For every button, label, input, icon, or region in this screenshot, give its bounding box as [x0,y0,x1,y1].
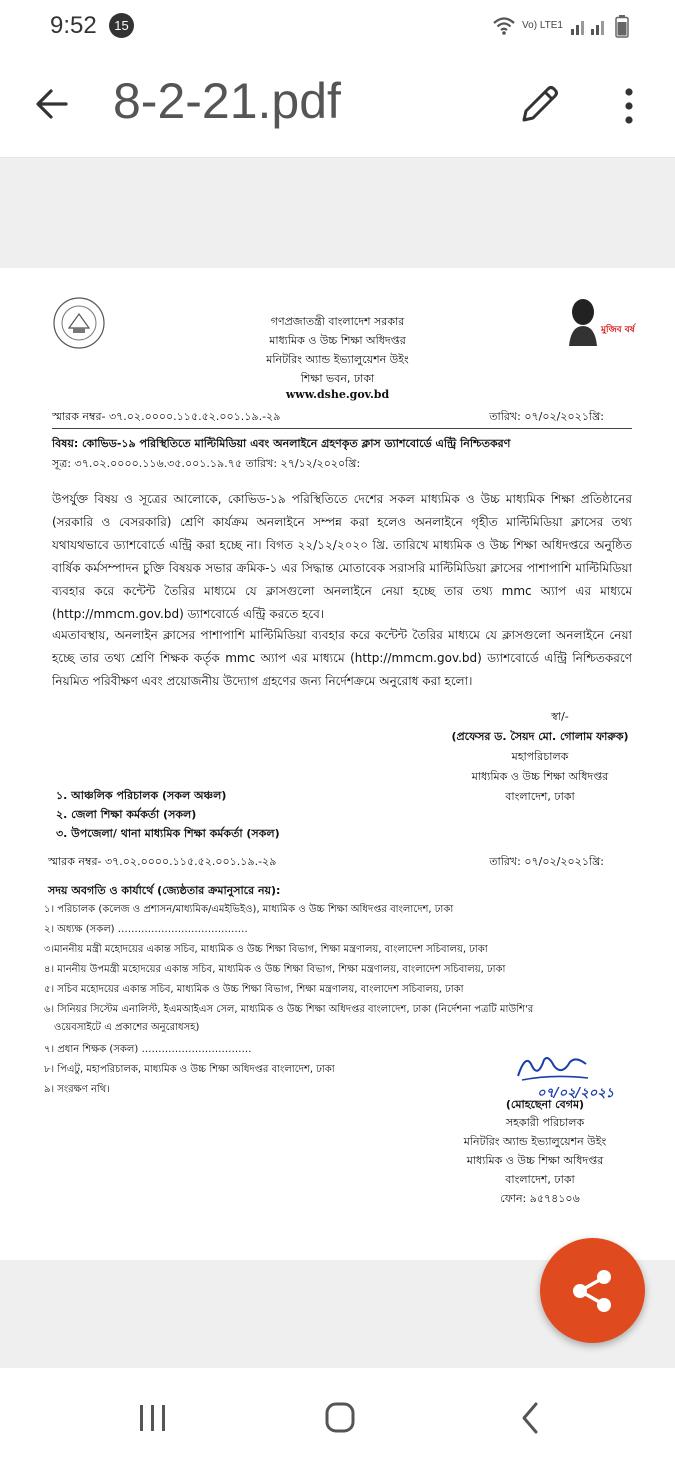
recipient-2: ২. জেলা শিক্ষা কর্মকর্তা (সকল) [56,808,197,821]
pdf-page [0,268,675,1260]
cc-item-2: ২। অধ্যক্ষ (সকল) ………………………………… [44,924,248,935]
portrait-icon [563,296,603,346]
pencil-icon [516,80,564,128]
cc-item-6: ৬। সিনিয়র সিস্টেম এনালিস্ট, ইএমআইএস সেল, মাধ্যমিক ও উচ্চ শিক্ষা অধিদপ্তর বাংলাদেশ, ঢাকা (নির্দেশনা পত্রটি মাউশি'র [44,1004,534,1015]
signature2-title: সহকারী পরিচালক [505,1116,585,1129]
pdf-viewer[interactable] [0,158,675,1368]
header-line1: গণপ্রজাতন্ত্রী বাংলাদেশ সরকার [270,315,405,328]
share-icon [540,1238,645,1343]
dshe-logo-icon [52,296,106,350]
signature1-name: (প্রফেসর ড. সৈয়দ মো. গোলাম ফারুক) [451,730,629,743]
memo-date-1: তারিখ: ০৭/০২/২০২১খ্রি: [489,410,604,423]
body-paragraph-1: উপর্যুক্ত বিষয় ও সূত্রের আলোকে, কোভিড-১৯ পরিস্থিতিতে দেশের সকল মাধ্যমিক ও উচ্চ মাধ্যমিক শিক্ষা প্রতিষ্ঠানের (সরকারি ও বেসরকারি) শ্রেণি কার্যক্রম অনলাইনে সম্পন্ন করা হলেও অনলাইনে গৃহীত মাল্টিমিডিয়া ক্লাসের তথ্য যথাযথভাবে ড্যাশবোর্ডে এন্ট্রি করা হচ্ছে না। বিগত ২২/১২/২০২০ খ্রি. তারিখে মাধ্যমিক ও উচ্চ শিক্ষা অধিদপ্তরে অনুষ্ঠিত বার্ষিক কর্মসম্পাদন চুক্তি বিষয়ক সভার ক্রমিক-১ এর সিদ্ধান্ত মোতাবেক সরাসরি মাল্টিমিডিয়া ক্লাসের পাশাপাশি মাল্টিমিডিয়া ব্যবহার করে কন্টেন্ট তৈরির মাধ্যমে যে ক্লাসগুলো অনলাইনে নেয়া হচ্ছে তার তথ্য mmc অ্যাপ এর মাধ্যমে (http://mmcm.gov.bd) ড্যাশবোর্ডে এন্ট্রি করতে হবে। [52,492,633,621]
cc-item-3: ৩।মাননীয় মন্ত্রী মহোদয়ের একান্ত সচিব, মাধ্যমিক ও উচ্চ শিক্ষা বিভাগ, শিক্ষা মন্ত্রণালয়, বাংলাদেশ সচিবালয়, ঢাকা [44,944,488,955]
memo-number-1: স্মারক নম্বর- ৩৭.০২.০০০০.১১৫.৫২.০০১.১৯.-২৯ [52,410,281,423]
cc-item-9: ৯। সংরক্ষণ নথি। [44,1084,110,1095]
divider [52,428,632,429]
status-bar [0,0,675,52]
signature2-place: বাংলাদেশ, ঢাকা [505,1173,575,1186]
header-line4: শিক্ষা ভবন, ঢাকা [300,372,375,385]
signature2-phone: ফোন: ৯৫৭৪১০৬ [500,1192,580,1205]
recents-button[interactable] [133,1400,173,1436]
edit-button[interactable] [516,80,564,128]
status-time: 9:52 [50,12,97,39]
header-website: www.dshe.gov.bd [285,388,390,401]
body-paragraph-2: এমতাবস্থায়, অনলাইন ক্লাসের পাশাপাশি মাল্টিমিডিয়া ব্যবহার করে কন্টেন্ট তৈরির মাধ্যমে যে ক্লাসগুলো অনলাইনে নেয়া হচ্ছে তার তথ্য শ্রেণি শিক্ষক কর্তৃক mmc অ্যাপ এর মাধ্যমে (http://mmcm.gov.bd) ড্যাশবোর্ডে এন্ট্রি নিশ্চিতকরণে নিয়মিত পরিবীক্ষণ এবং প্রয়োজনীয় উদ্যোগ গ্রহণের জন্য নির্দেশক্রমে অনুরোধ করা হলো। [52,628,632,688]
wifi-icon [492,16,516,36]
cc-item-5: ৫। সচিব মহোদয়ের একান্ত সচিব, মাধ্যমিক ও উচ্চ শিক্ষা বিভাগ, শিক্ষা মন্ত্রণালয়, বাংলাদেশ সচিবালয়, ঢাকা [44,984,464,995]
back-chevron-icon [510,1400,550,1436]
subject-line: বিষয়: কোভিড-১৯ পরিস্থিতিতে মাল্টিমিডিয়া এবং অনলাইনে গ্রহণকৃত ক্লাস ড্যাশবোর্ডে এন্ট্রি নিশ্চিতকরণ [52,437,511,450]
network-type-label: Vo) LTE1 [522,20,563,31]
cc-item-8: ৮। পিএটু, মহাপরিচালক, মাধ্যমিক ও উচ্চ শিক্ষা অধিদপ্তর বাংলাদেশ, ঢাকা [44,1064,335,1075]
app-bar [0,52,675,158]
recipient-3: ৩. উপজেলা/ থানা মাধ্যমিক শিক্ষা কর্মকর্তা (সকল) [56,827,280,840]
handwritten-date: ০৭/০২/২০২১ [537,1086,615,1101]
recents-icon [133,1400,173,1436]
header-line2: মাধ্যমিক ও উচ্চ শিক্ষা অধিদপ্তর [269,334,406,347]
signature2-name: (মোহছেনা বেগম) [505,1098,585,1111]
handwritten-signature [512,1048,592,1084]
cc-heading: সদয় অবগতি ও কার্যার্থে (জ্যেষ্ঠতার ক্রমানুসারে নয়): [48,884,281,897]
notification-count-badge: 15 [109,13,134,38]
cc-item-4: ৪। মাননীয় উপমন্ত্রী মহোদয়ের একান্ত সচিব, মাধ্যমিক ও উচ্চ শিক্ষা বিভাগ, শিক্ষা মন্ত্রণালয়, বাংলাদেশ সচিবালয়, ঢাকা [44,964,506,975]
signature1-title: মহাপরিচালক [511,750,569,763]
cc-item-6-cont: ওয়েবসাইটে এ প্রকাশের অনুরোধসহ) [54,1022,200,1033]
status-icons [492,12,629,40]
mujib-borsho-text: মুজিব বর্ষ [601,325,635,335]
signature1-place: বাংলাদেশ, ঢাকা [505,790,575,803]
signature2-org: মাধ্যমিক ও উচ্চ শিক্ষা অধিদপ্তর [466,1154,604,1167]
memo-number-2: স্মারক নম্বর- ৩৭.০২.০০০০.১১৫.৫২.০০১.১৯.-২৯ [48,855,277,868]
back-button[interactable] [30,82,74,126]
signature2-wing: মনিটরিং অ্যান্ড ইভ্যালুয়েশন উইং [463,1135,607,1148]
back-arrow-icon [30,82,74,126]
file-title: 8-2-21.pdf [113,73,341,129]
share-button[interactable] [540,1238,645,1343]
more-vert-icon [614,82,644,130]
recipient-1: ১. আঞ্চলিক পরিচালক (সকল অঞ্চল) [56,789,227,802]
home-button[interactable] [320,1400,360,1436]
more-options-button[interactable] [614,82,644,130]
header-line3: মনিটরিং অ্যান্ড ইভ্যালুয়েশন উইং [266,353,409,366]
signal-icon [569,16,609,36]
reference-line: সূত্র: ৩৭.০২.০০০০.১১৬.৩৫.০০১.১৯.৭৫ তারিখ: ২৭/১২/২০২০খ্রি: [52,457,361,470]
system-nav-bar [0,1370,675,1463]
mujib-borsho-logo [563,296,639,352]
signature1-org: মাধ্যমিক ও উচ্চ শিক্ষা অধিদপ্তর [471,770,609,783]
signature1-sd: স্বা/- [551,710,569,723]
home-icon [320,1400,360,1436]
system-back-button[interactable] [510,1400,550,1436]
memo-date-2: তারিখ: ০৭/০২/২০২১খ্রি: [489,855,604,868]
battery-icon [615,14,629,38]
cc-item-1: ১। পরিচালক (কলেজ ও প্রশাসন/মাধ্যমিক/এমইভিইও), মাধ্যমিক ও উচ্চ শিক্ষা অধিদপ্তর বাংলাদেশ, ঢাকা [44,904,454,915]
cc-item-7: ৭। প্রধান শিক্ষক (সকল) …………………………… [44,1044,252,1055]
